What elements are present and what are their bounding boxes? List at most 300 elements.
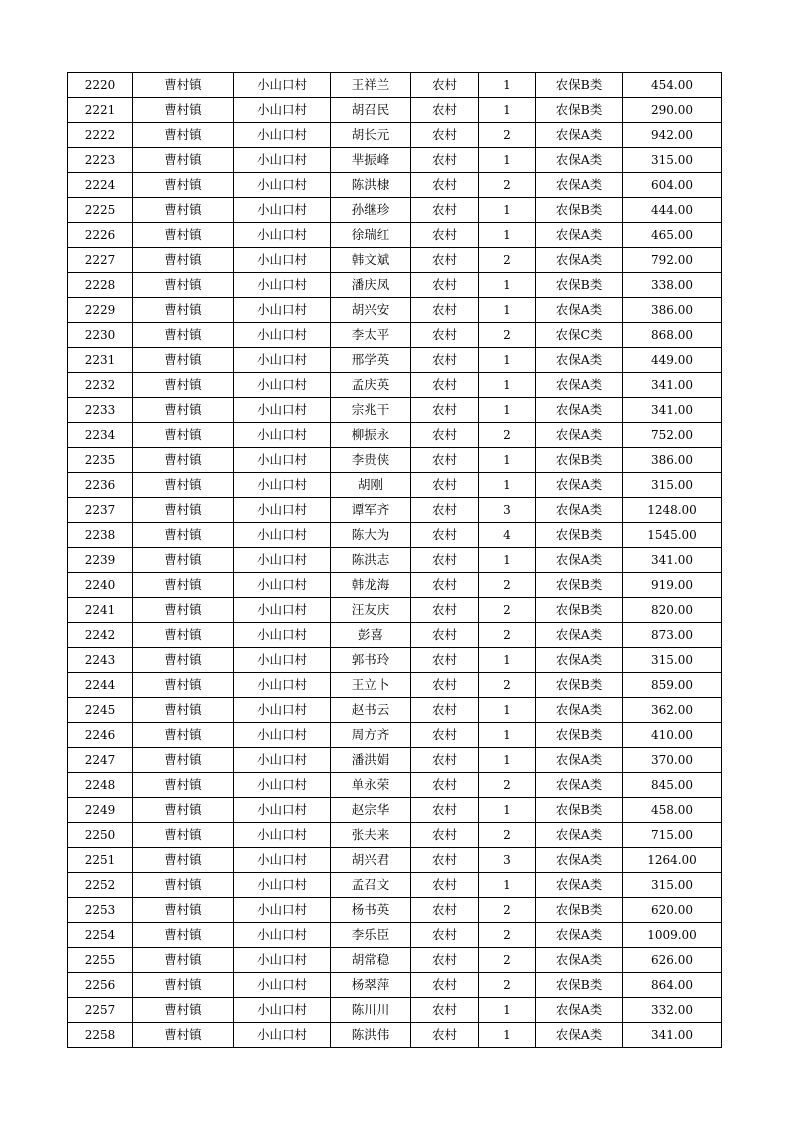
town-cell: 曹村镇	[133, 473, 234, 498]
household-type-cell: 农村	[411, 748, 479, 773]
table-row	[68, 473, 722, 498]
person-name-cell: 胡长元	[331, 123, 411, 148]
table-row	[68, 398, 722, 423]
town-cell: 曹村镇	[133, 848, 234, 873]
amount-cell: 919.00	[623, 573, 722, 598]
member-count-cell: 1	[479, 298, 536, 323]
insurance-category-cell: 农保B类	[536, 723, 623, 748]
table-row	[68, 373, 722, 398]
row-number-cell: 2235	[68, 448, 133, 473]
person-name-cell: 王立卜	[331, 673, 411, 698]
row-number-cell: 2245	[68, 698, 133, 723]
town-cell: 曹村镇	[133, 873, 234, 898]
person-name-cell: 单永荣	[331, 773, 411, 798]
insurance-category-cell: 农保B类	[536, 273, 623, 298]
household-type-cell: 农村	[411, 323, 479, 348]
village-cell: 小山口村	[234, 598, 331, 623]
member-count-cell: 2	[479, 623, 536, 648]
person-name-cell: 胡兴安	[331, 298, 411, 323]
insurance-category-cell: 农保C类	[536, 323, 623, 348]
household-type-cell: 农村	[411, 148, 479, 173]
row-number-cell: 2229	[68, 298, 133, 323]
village-cell: 小山口村	[234, 523, 331, 548]
person-name-cell: 潘庆凤	[331, 273, 411, 298]
insurance-category-cell: 农保A类	[536, 773, 623, 798]
amount-cell: 864.00	[623, 973, 722, 998]
person-name-cell: 陈大为	[331, 523, 411, 548]
household-type-cell: 农村	[411, 948, 479, 973]
row-number-cell: 2253	[68, 898, 133, 923]
amount-cell: 942.00	[623, 123, 722, 148]
town-cell: 曹村镇	[133, 1023, 234, 1048]
row-number-cell: 2236	[68, 473, 133, 498]
household-type-cell: 农村	[411, 573, 479, 598]
town-cell: 曹村镇	[133, 573, 234, 598]
amount-cell: 626.00	[623, 948, 722, 973]
person-name-cell: 李贵侠	[331, 448, 411, 473]
household-type-cell: 农村	[411, 673, 479, 698]
insurance-category-cell: 农保A类	[536, 473, 623, 498]
household-type-cell: 农村	[411, 373, 479, 398]
table-row	[68, 98, 722, 123]
insurance-category-cell: 农保A类	[536, 398, 623, 423]
row-number-cell: 2242	[68, 623, 133, 648]
town-cell: 曹村镇	[133, 248, 234, 273]
village-cell: 小山口村	[234, 398, 331, 423]
village-cell: 小山口村	[234, 973, 331, 998]
member-count-cell: 1	[479, 1023, 536, 1048]
row-number-cell: 2224	[68, 173, 133, 198]
member-count-cell: 1	[479, 373, 536, 398]
household-type-cell: 农村	[411, 223, 479, 248]
insurance-category-cell: 农保A类	[536, 373, 623, 398]
amount-cell: 868.00	[623, 323, 722, 348]
member-count-cell: 3	[479, 498, 536, 523]
table-row	[68, 598, 722, 623]
household-type-cell: 农村	[411, 448, 479, 473]
member-count-cell: 1	[479, 548, 536, 573]
village-cell: 小山口村	[234, 923, 331, 948]
town-cell: 曹村镇	[133, 398, 234, 423]
insurance-category-cell: 农保A类	[536, 923, 623, 948]
member-count-cell: 1	[479, 273, 536, 298]
amount-cell: 410.00	[623, 723, 722, 748]
village-cell: 小山口村	[234, 748, 331, 773]
insurance-category-cell: 农保B类	[536, 898, 623, 923]
amount-cell: 386.00	[623, 298, 722, 323]
amount-cell: 873.00	[623, 623, 722, 648]
village-cell: 小山口村	[234, 298, 331, 323]
household-type-cell: 农村	[411, 873, 479, 898]
table-row	[68, 623, 722, 648]
amount-cell: 715.00	[623, 823, 722, 848]
person-name-cell: 柳振永	[331, 423, 411, 448]
table-body	[68, 73, 722, 1048]
row-number-cell: 2221	[68, 98, 133, 123]
household-type-cell: 农村	[411, 648, 479, 673]
insurance-category-cell: 农保B类	[536, 198, 623, 223]
insurance-category-cell: 农保A类	[536, 348, 623, 373]
person-name-cell: 宗兆干	[331, 398, 411, 423]
row-number-cell: 2252	[68, 873, 133, 898]
town-cell: 曹村镇	[133, 998, 234, 1023]
person-name-cell: 孙继珍	[331, 198, 411, 223]
town-cell: 曹村镇	[133, 923, 234, 948]
member-count-cell: 1	[479, 698, 536, 723]
row-number-cell: 2239	[68, 548, 133, 573]
member-count-cell: 2	[479, 173, 536, 198]
insurance-category-cell: 农保A类	[536, 648, 623, 673]
person-name-cell: 郭书玲	[331, 648, 411, 673]
table-row	[68, 273, 722, 298]
table-row	[68, 723, 722, 748]
town-cell: 曹村镇	[133, 898, 234, 923]
village-cell: 小山口村	[234, 123, 331, 148]
amount-cell: 341.00	[623, 548, 722, 573]
town-cell: 曹村镇	[133, 223, 234, 248]
person-name-cell: 赵宗华	[331, 798, 411, 823]
amount-cell: 315.00	[623, 648, 722, 673]
member-count-cell: 1	[479, 98, 536, 123]
row-number-cell: 2230	[68, 323, 133, 348]
amount-cell: 820.00	[623, 598, 722, 623]
table-row	[68, 523, 722, 548]
person-name-cell: 陈洪志	[331, 548, 411, 573]
town-cell: 曹村镇	[133, 798, 234, 823]
member-count-cell: 1	[479, 723, 536, 748]
insurance-category-cell: 农保A类	[536, 148, 623, 173]
member-count-cell: 2	[479, 673, 536, 698]
household-type-cell: 农村	[411, 598, 479, 623]
household-type-cell: 农村	[411, 473, 479, 498]
person-name-cell: 陈洪棣	[331, 173, 411, 198]
insurance-category-cell: 农保B类	[536, 98, 623, 123]
table-row	[68, 223, 722, 248]
table-row	[68, 648, 722, 673]
member-count-cell: 2	[479, 898, 536, 923]
person-name-cell: 彭喜	[331, 623, 411, 648]
row-number-cell: 2244	[68, 673, 133, 698]
member-count-cell: 1	[479, 198, 536, 223]
member-count-cell: 2	[479, 948, 536, 973]
member-count-cell: 1	[479, 748, 536, 773]
household-type-cell: 农村	[411, 623, 479, 648]
person-name-cell: 陈川川	[331, 998, 411, 1023]
member-count-cell: 4	[479, 523, 536, 548]
row-number-cell: 2220	[68, 73, 133, 98]
insurance-category-cell: 农保A类	[536, 248, 623, 273]
household-type-cell: 农村	[411, 198, 479, 223]
insurance-category-cell: 农保A类	[536, 298, 623, 323]
table-row	[68, 748, 722, 773]
insurance-category-cell: 农保A类	[536, 173, 623, 198]
village-cell: 小山口村	[234, 723, 331, 748]
village-cell: 小山口村	[234, 223, 331, 248]
village-cell: 小山口村	[234, 348, 331, 373]
person-name-cell: 张夫来	[331, 823, 411, 848]
table-row	[68, 773, 722, 798]
member-count-cell: 2	[479, 973, 536, 998]
household-type-cell: 农村	[411, 723, 479, 748]
amount-cell: 338.00	[623, 273, 722, 298]
table-row	[68, 348, 722, 373]
member-count-cell: 1	[479, 798, 536, 823]
table-row	[68, 123, 722, 148]
table-row	[68, 248, 722, 273]
table-row	[68, 698, 722, 723]
village-cell: 小山口村	[234, 423, 331, 448]
town-cell: 曹村镇	[133, 598, 234, 623]
table-row	[68, 423, 722, 448]
insurance-category-cell: 农保A类	[536, 423, 623, 448]
table-row	[68, 173, 722, 198]
town-cell: 曹村镇	[133, 673, 234, 698]
row-number-cell: 2251	[68, 848, 133, 873]
town-cell: 曹村镇	[133, 973, 234, 998]
village-cell: 小山口村	[234, 173, 331, 198]
amount-cell: 449.00	[623, 348, 722, 373]
row-number-cell: 2227	[68, 248, 133, 273]
insurance-category-cell: 农保B类	[536, 573, 623, 598]
insurance-category-cell: 农保A类	[536, 498, 623, 523]
household-type-cell: 农村	[411, 523, 479, 548]
member-count-cell: 2	[479, 423, 536, 448]
member-count-cell: 1	[479, 998, 536, 1023]
amount-cell: 1264.00	[623, 848, 722, 873]
village-cell: 小山口村	[234, 148, 331, 173]
table-row	[68, 548, 722, 573]
person-name-cell: 芈振峰	[331, 148, 411, 173]
insurance-category-cell: 农保A类	[536, 623, 623, 648]
table-row	[68, 948, 722, 973]
person-name-cell: 李太平	[331, 323, 411, 348]
village-cell: 小山口村	[234, 548, 331, 573]
town-cell: 曹村镇	[133, 748, 234, 773]
household-type-cell: 农村	[411, 998, 479, 1023]
household-type-cell: 农村	[411, 248, 479, 273]
insurance-category-cell: 农保A类	[536, 948, 623, 973]
person-name-cell: 孟庆英	[331, 373, 411, 398]
village-cell: 小山口村	[234, 998, 331, 1023]
amount-cell: 752.00	[623, 423, 722, 448]
town-cell: 曹村镇	[133, 198, 234, 223]
household-type-cell: 农村	[411, 773, 479, 798]
village-cell: 小山口村	[234, 198, 331, 223]
table-row	[68, 498, 722, 523]
person-name-cell: 王祥兰	[331, 73, 411, 98]
row-number-cell: 2231	[68, 348, 133, 373]
town-cell: 曹村镇	[133, 648, 234, 673]
town-cell: 曹村镇	[133, 698, 234, 723]
row-number-cell: 2237	[68, 498, 133, 523]
amount-cell: 332.00	[623, 998, 722, 1023]
member-count-cell: 1	[479, 398, 536, 423]
row-number-cell: 2223	[68, 148, 133, 173]
town-cell: 曹村镇	[133, 498, 234, 523]
member-count-cell: 2	[479, 823, 536, 848]
amount-cell: 444.00	[623, 198, 722, 223]
village-cell: 小山口村	[234, 498, 331, 523]
village-cell: 小山口村	[234, 98, 331, 123]
town-cell: 曹村镇	[133, 773, 234, 798]
table-row	[68, 673, 722, 698]
town-cell: 曹村镇	[133, 148, 234, 173]
village-cell: 小山口村	[234, 798, 331, 823]
row-number-cell: 2225	[68, 198, 133, 223]
table-row	[68, 298, 722, 323]
household-type-cell: 农村	[411, 498, 479, 523]
row-number-cell: 2255	[68, 948, 133, 973]
member-count-cell: 2	[479, 323, 536, 348]
village-cell: 小山口村	[234, 1023, 331, 1048]
table-row	[68, 148, 722, 173]
amount-cell: 315.00	[623, 148, 722, 173]
town-cell: 曹村镇	[133, 273, 234, 298]
village-cell: 小山口村	[234, 373, 331, 398]
insurance-category-cell: 农保B类	[536, 73, 623, 98]
row-number-cell: 2257	[68, 998, 133, 1023]
person-name-cell: 胡兴君	[331, 848, 411, 873]
household-type-cell: 农村	[411, 823, 479, 848]
row-number-cell: 2228	[68, 273, 133, 298]
amount-cell: 362.00	[623, 698, 722, 723]
amount-cell: 386.00	[623, 448, 722, 473]
table-row	[68, 798, 722, 823]
town-cell: 曹村镇	[133, 173, 234, 198]
table-row	[68, 448, 722, 473]
amount-cell: 458.00	[623, 798, 722, 823]
town-cell: 曹村镇	[133, 348, 234, 373]
village-cell: 小山口村	[234, 698, 331, 723]
amount-cell: 620.00	[623, 898, 722, 923]
amount-cell: 1009.00	[623, 923, 722, 948]
household-type-cell: 农村	[411, 973, 479, 998]
amount-cell: 315.00	[623, 473, 722, 498]
table-row	[68, 973, 722, 998]
row-number-cell: 2243	[68, 648, 133, 673]
person-name-cell: 孟召文	[331, 873, 411, 898]
village-cell: 小山口村	[234, 823, 331, 848]
table-row	[68, 898, 722, 923]
row-number-cell: 2238	[68, 523, 133, 548]
member-count-cell: 2	[479, 923, 536, 948]
person-name-cell: 胡召民	[331, 98, 411, 123]
household-type-cell: 农村	[411, 348, 479, 373]
amount-cell: 370.00	[623, 748, 722, 773]
person-name-cell: 胡刚	[331, 473, 411, 498]
table-row	[68, 923, 722, 948]
amount-cell: 454.00	[623, 73, 722, 98]
amount-cell: 845.00	[623, 773, 722, 798]
amount-cell: 341.00	[623, 398, 722, 423]
town-cell: 曹村镇	[133, 548, 234, 573]
member-count-cell: 1	[479, 73, 536, 98]
row-number-cell: 2247	[68, 748, 133, 773]
insurance-category-cell: 农保A类	[536, 748, 623, 773]
household-type-cell: 农村	[411, 398, 479, 423]
member-count-cell: 1	[479, 148, 536, 173]
village-cell: 小山口村	[234, 673, 331, 698]
household-type-cell: 农村	[411, 698, 479, 723]
member-count-cell: 1	[479, 648, 536, 673]
amount-cell: 465.00	[623, 223, 722, 248]
member-count-cell: 2	[479, 248, 536, 273]
household-type-cell: 农村	[411, 173, 479, 198]
village-cell: 小山口村	[234, 248, 331, 273]
amount-cell: 859.00	[623, 673, 722, 698]
household-type-cell: 农村	[411, 273, 479, 298]
village-cell: 小山口村	[234, 273, 331, 298]
person-name-cell: 胡常稳	[331, 948, 411, 973]
insurance-category-cell: 农保B类	[536, 448, 623, 473]
village-cell: 小山口村	[234, 573, 331, 598]
town-cell: 曹村镇	[133, 623, 234, 648]
town-cell: 曹村镇	[133, 448, 234, 473]
household-type-cell: 农村	[411, 923, 479, 948]
amount-cell: 290.00	[623, 98, 722, 123]
table-row	[68, 73, 722, 98]
village-cell: 小山口村	[234, 848, 331, 873]
household-type-cell: 农村	[411, 898, 479, 923]
household-type-cell: 农村	[411, 548, 479, 573]
person-name-cell: 杨书英	[331, 898, 411, 923]
row-number-cell: 2246	[68, 723, 133, 748]
town-cell: 曹村镇	[133, 323, 234, 348]
person-name-cell: 陈洪伟	[331, 1023, 411, 1048]
insurance-category-cell: 农保A类	[536, 823, 623, 848]
village-cell: 小山口村	[234, 623, 331, 648]
amount-cell: 341.00	[623, 1023, 722, 1048]
insurance-category-cell: 农保A类	[536, 223, 623, 248]
person-name-cell: 杨翠萍	[331, 973, 411, 998]
town-cell: 曹村镇	[133, 123, 234, 148]
member-count-cell: 2	[479, 573, 536, 598]
row-number-cell: 2232	[68, 373, 133, 398]
insurance-category-cell: 农保B类	[536, 673, 623, 698]
town-cell: 曹村镇	[133, 723, 234, 748]
member-count-cell: 2	[479, 598, 536, 623]
insurance-category-cell: 农保A类	[536, 998, 623, 1023]
person-name-cell: 韩龙海	[331, 573, 411, 598]
insurance-category-cell: 农保A类	[536, 848, 623, 873]
table-row	[68, 848, 722, 873]
table-row	[68, 323, 722, 348]
member-count-cell: 1	[479, 473, 536, 498]
row-number-cell: 2233	[68, 398, 133, 423]
household-type-cell: 农村	[411, 798, 479, 823]
town-cell: 曹村镇	[133, 98, 234, 123]
person-name-cell: 赵书云	[331, 698, 411, 723]
insurance-category-cell: 农保A类	[536, 698, 623, 723]
person-name-cell: 李乐臣	[331, 923, 411, 948]
member-count-cell: 2	[479, 123, 536, 148]
town-cell: 曹村镇	[133, 948, 234, 973]
village-cell: 小山口村	[234, 73, 331, 98]
village-cell: 小山口村	[234, 873, 331, 898]
row-number-cell: 2240	[68, 573, 133, 598]
amount-cell: 1545.00	[623, 523, 722, 548]
town-cell: 曹村镇	[133, 373, 234, 398]
member-count-cell: 1	[479, 448, 536, 473]
amount-cell: 792.00	[623, 248, 722, 273]
row-number-cell: 2248	[68, 773, 133, 798]
insurance-category-cell: 农保A类	[536, 123, 623, 148]
row-number-cell: 2234	[68, 423, 133, 448]
person-name-cell: 潘洪娟	[331, 748, 411, 773]
town-cell: 曹村镇	[133, 298, 234, 323]
table-row	[68, 1023, 722, 1048]
amount-cell: 1248.00	[623, 498, 722, 523]
